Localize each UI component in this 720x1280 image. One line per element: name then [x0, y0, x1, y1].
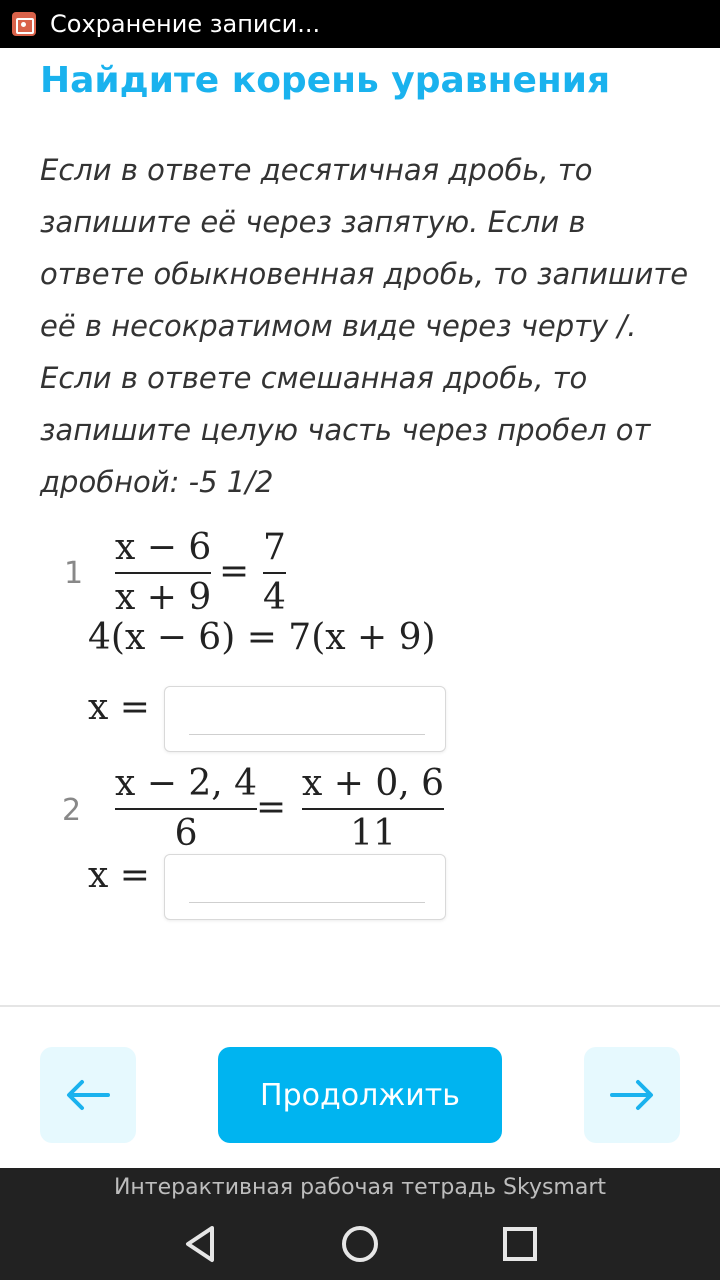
instructions-text: Если в ответе десятичная дробь, то запишите её через запятую. Если в ответе обыкновенная дробь, то запишите её в несократимом виде через черту /. Если в ответе смешанная дробь, то запишите целую часть через пробел от дробной: -5 1/2: [40, 153, 689, 499]
page-title: Найдите корень уравнения: [40, 60, 611, 101]
recents-square-icon[interactable]: [490, 1218, 550, 1270]
status-text: Сохранение записи...: [50, 10, 321, 38]
task1-rhs-numerator: 7: [263, 527, 286, 568]
task2-answer-field[interactable]: [164, 854, 446, 920]
task1-answer-input[interactable]: [185, 695, 425, 735]
task1-rhs-fraction: [263, 526, 286, 620]
arrow-right-icon: [610, 1079, 654, 1111]
input-underline: [189, 734, 425, 735]
task-number-2: 2: [62, 793, 82, 828]
continue-button[interactable]: Продолжить: [218, 1047, 502, 1143]
task-number-1: 1: [64, 556, 84, 591]
fraction-bar: [263, 572, 286, 574]
task1-step-equation: 4(x − 6) = 7(x + 9): [88, 617, 436, 658]
task2-rhs-denominator: 11: [350, 813, 396, 854]
equals-sign: =: [219, 551, 250, 592]
task1-answer-field[interactable]: [164, 686, 446, 752]
next-button[interactable]: [584, 1047, 680, 1143]
fraction-bar: [302, 808, 444, 810]
task2-lhs-denominator: 6: [174, 813, 198, 854]
input-underline: [189, 902, 425, 903]
task2-lhs-fraction: [115, 762, 257, 856]
task1-lhs-numerator: x − 6: [115, 527, 212, 568]
arrow-left-icon: [66, 1079, 110, 1111]
task1-answer-label: x =: [88, 687, 150, 728]
task1-rhs-denominator: 4: [263, 577, 286, 618]
screen-record-icon: [12, 12, 36, 36]
task2-rhs-fraction: [302, 762, 444, 856]
status-bar: [0, 0, 720, 48]
footer-caption: Интерактивная рабочая тетрадь Skysmart: [113, 1175, 607, 1200]
task1-lhs-denominator: x + 9: [115, 577, 212, 618]
fraction-bar: [115, 808, 257, 810]
back-triangle-icon[interactable]: [170, 1218, 230, 1270]
divider: [0, 1005, 720, 1007]
fraction-bar: [115, 572, 211, 574]
task2-rhs-numerator: x + 0, 6: [302, 763, 445, 804]
task2-lhs-numerator: x − 2, 4: [115, 763, 258, 804]
equals-sign: =: [256, 787, 287, 828]
task2-answer-label: x =: [88, 855, 150, 896]
home-circle-icon[interactable]: [330, 1218, 390, 1270]
prev-button[interactable]: [40, 1047, 136, 1143]
task1-lhs-fraction: [115, 526, 211, 620]
task2-answer-input[interactable]: [185, 863, 425, 903]
